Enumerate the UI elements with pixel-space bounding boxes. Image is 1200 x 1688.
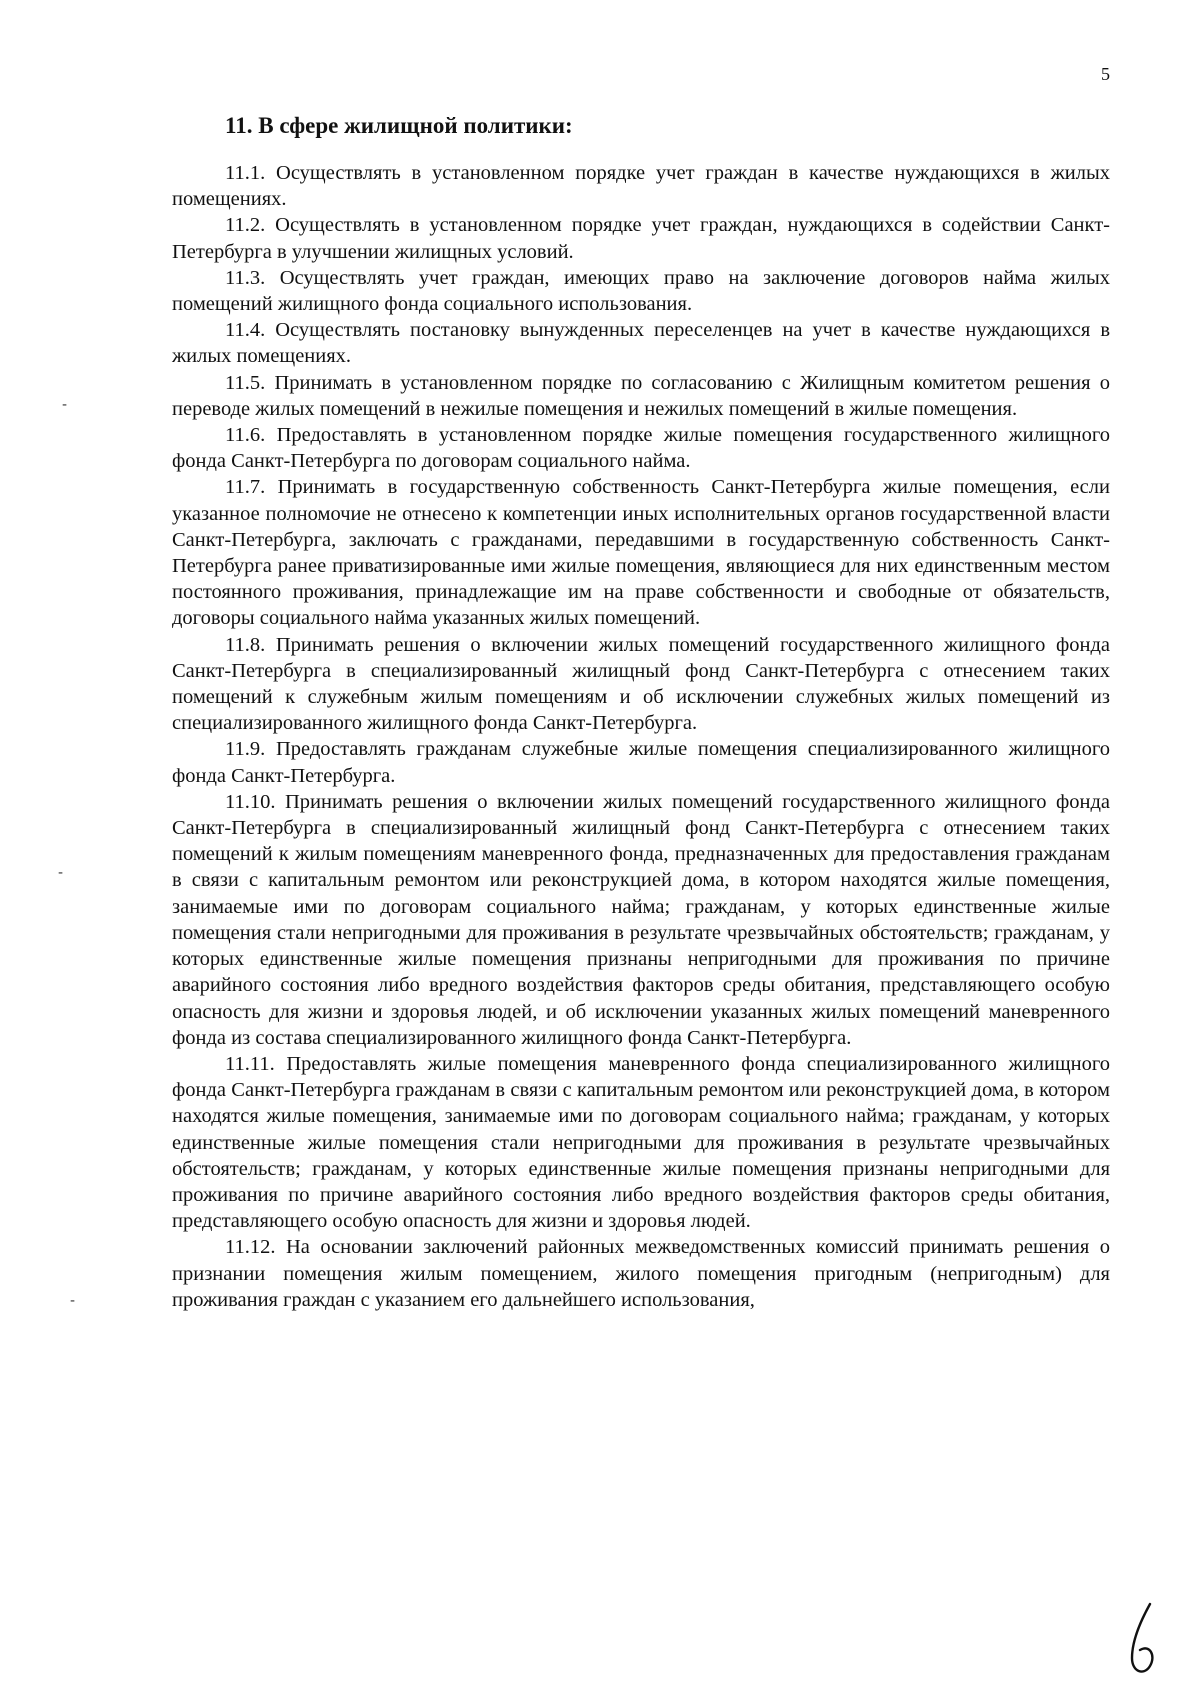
margin-mark-icon: ‑ — [58, 865, 64, 881]
paragraph-11-7: 11.7. Принимать в государственную собственность Санкт-Петербурга жилые помещения, если указанное полномочие не отнесено к компетенции иных исполнительных органов государственной власти Санкт-Петербурга, заключать с гражданами, передавшими в государственную собственность Санкт-Петербурга ранее приватизированные ими жилые помещения, являющиеся для них единственным местом постоянного проживания, принадлежащие им на праве собственности и свободные от обязательств, договоры социального найма указанных жилых помещений. — [172, 476, 1110, 630]
paragraph-11-6: 11.6. Предоставлять в установленном порядке жилые помещения государственного жилищного фонда Санкт-Петербурга по договорам социального найма. — [172, 424, 1110, 473]
section-title: 11. В сфере жилищной политики: — [225, 113, 573, 138]
paragraph-11-9: 11.9. Предоставлять гражданам служебные жилые помещения специализированного жилищного фонда Санкт-Петербурга. — [172, 738, 1110, 787]
paragraph-11-2: 11.2. Осуществлять в установленном порядке учет граждан, нуждающихся в содействии Санкт-Петербурга в улучшении жилищных условий. — [172, 214, 1110, 263]
paragraph-11-1: 11.1. Осуществлять в установленном порядке учет граждан в качестве нуждающихся в жилых помещениях. — [172, 162, 1110, 211]
document-body — [172, 112, 1110, 1313]
paragraph-11-3: 11.3. Осуществлять учет граждан, имеющих право на заключение договоров найма жилых помещений жилищного фонда социального использования. — [172, 266, 1110, 316]
paragraph-11-4: 11.4. Осуществлять постановку вынужденных переселенцев на учет в качестве нуждающихся в жилых помещениях. — [172, 319, 1110, 368]
paragraph-11-8: 11.8. Принимать решения о включении жилых помещений государственного жилищного фонда Санкт-Петербурга в специализированный жилищный фонд Санкт-Петербурга с отнесением таких помещений к служебным жилым помещениям и об исключении служебных жилых помещений из специализированного жилищного фонда Санкт-Петербурга. — [172, 633, 1110, 735]
margin-mark-icon: ‑ — [62, 397, 68, 413]
paragraph-11-12: 11.12. На основании заключений районных межведомственных комиссий принимать решения о признании помещения жилым помещением, жилого помещения пригодным (непригодным) для проживания граждан с указанием его дальнейшего использования, — [172, 1236, 1110, 1311]
page-number: 5 — [1101, 64, 1110, 84]
paragraph-11-10: 11.10. Принимать решения о включении жилых помещений государственного жилищного фонда Санкт-Петербурга в специализированный жилищный фонд Санкт-Петербурга с отнесением таких помещений к жилым помещениям маневренного фонда, предназначенных для предоставления гражданам в связи с капитальным ремонтом или реконструкцией дома, в котором находятся жилые помещения, занимаемые ими по договорам социального найма; гражданам, у которых единственные жилые помещения стали непригодными для проживания в результате чрезвычайных обстоятельств; гражданам, у которых единственные жилые помещения признаны непригодными для проживания по причине аварийного состояния либо вредного воздействия факторов среды обитания, представляющего особую опасность для жизни и здоровья людей, и об исключении указанных жилых помещений маневренного фонда из состава специализированного жилищного фонда Санкт-Петербурга. — [172, 790, 1110, 1049]
margin-mark-icon: ‑ — [70, 1293, 76, 1309]
paragraph-11-11: 11.11. Предоставлять жилые помещения маневренного фонда специализированного жилищного фонда Санкт-Петербурга гражданам в связи с капитальным ремонтом или реконструкцией дома, в котором находятся жилые помещения, занимаемые ими по договорам социального найма; гражданам, у которых единственные жилые помещения стали непригодными для проживания в результате чрезвычайных обстоятельств; гражданам, у которых единственные жилые помещения признаны непригодными для проживания по причине аварийного состояния либо вредного воздействия факторов среды обитания, представляющего особую опасность для жизни и здоровья людей. — [172, 1052, 1110, 1233]
paragraph-11-5: 11.5. Принимать в установленном порядке по согласованию с Жилищным комитетом решения о переводе жилых помещений в нежилые помещения и нежилых помещений в жилые помещения. — [172, 371, 1110, 420]
handwritten-mark-icon — [1120, 1600, 1170, 1680]
